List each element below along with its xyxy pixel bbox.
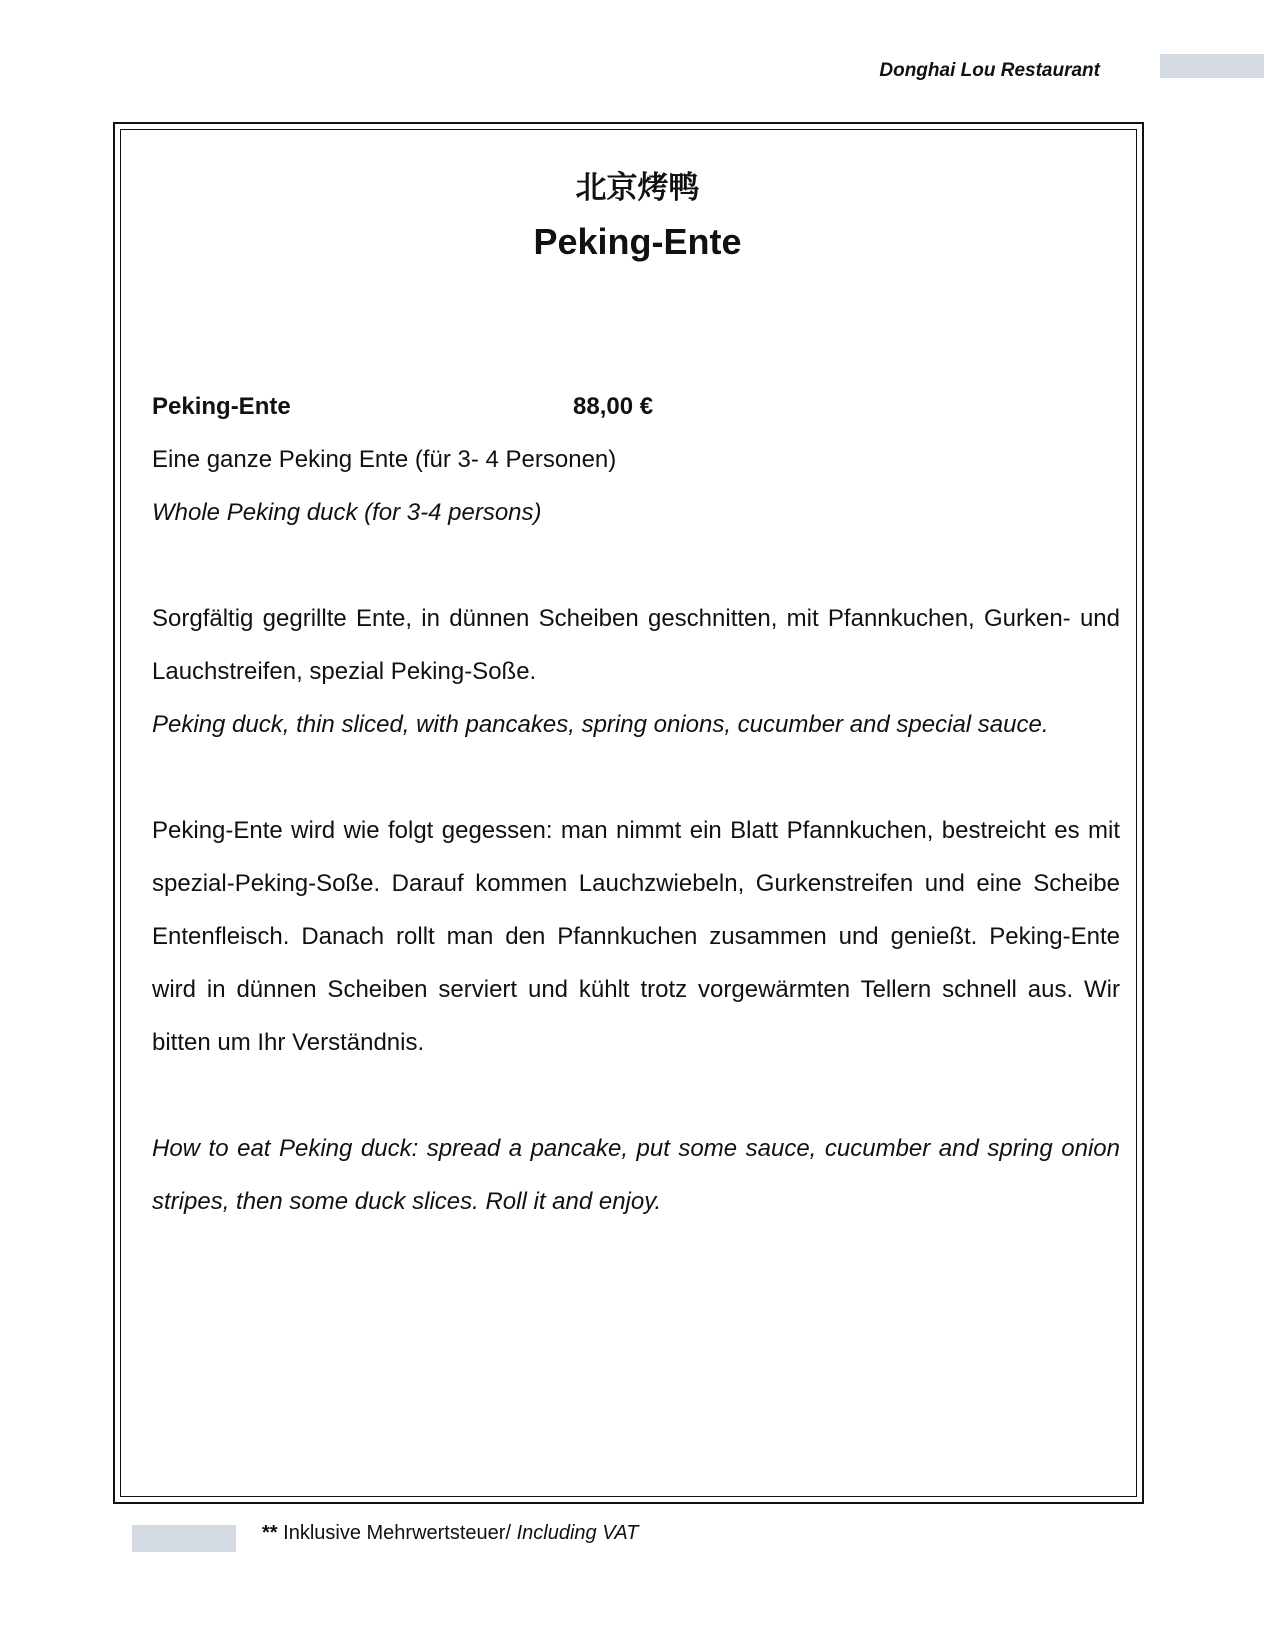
menu-content (152, 380, 1120, 1228)
item-description-de: Eine ganze Peking Ente (für 3- 4 Personen) (152, 446, 617, 473)
page-title: Peking-Ente (533, 221, 742, 262)
how-to-eat-en: How to eat Peking duck: spread a pancake, put some sauce, cucumber and spring onion stripes, then some duck slices. Roll it and enjoy. (152, 1135, 1120, 1215)
item-name: Peking-Ente (152, 393, 291, 420)
page-title-chinese: 北京烤鸭 (575, 170, 700, 206)
item-price: 88,00 € (573, 393, 654, 420)
vat-note (262, 1518, 639, 1548)
restaurant-name: Donghai Lou Restaurant (879, 60, 1100, 81)
vat-note-en: Including VAT (516, 1522, 639, 1544)
vat-marker: ** (262, 1522, 278, 1544)
item-description-en: Whole Peking duck (for 3-4 persons) (152, 499, 542, 526)
footer-tab (132, 1525, 236, 1552)
how-to-eat-de: Peking-Ente wird wie folgt gegessen: man nimmt ein Blatt Pfannkuchen, bestreicht es mit spezial-Peking-Soße. Darauf kommen Lauchzwiebeln, Gurkenstreifen und eine Scheibe Entenfleisch. Danach rollt man den Pfannkuchen zusammen und genießt. Peking-Ente wird in dünnen Scheiben serviert und kühlt trotz vorgewärmten Tellern schnell aus. Wir bitten um Ihr Verständnis. (152, 817, 1120, 1056)
dish-description-de: Sorgfältig gegrillte Ente, in dünnen Scheiben geschnitten, mit Pfannkuchen, Gurken- und Lauchstreifen, spezial Peking-Soße. (152, 605, 1120, 685)
spacer (152, 539, 1120, 592)
spacer (152, 751, 1120, 804)
menu-item-row (152, 380, 1120, 433)
dish-description-en: Peking duck, thin sliced, with pancakes, spring onions, cucumber and special sauce. (152, 711, 1049, 738)
header-tab (1160, 54, 1264, 78)
vat-note-de: Inklusive Mehrwertsteuer/ (283, 1522, 512, 1544)
spacer (152, 1069, 1120, 1122)
